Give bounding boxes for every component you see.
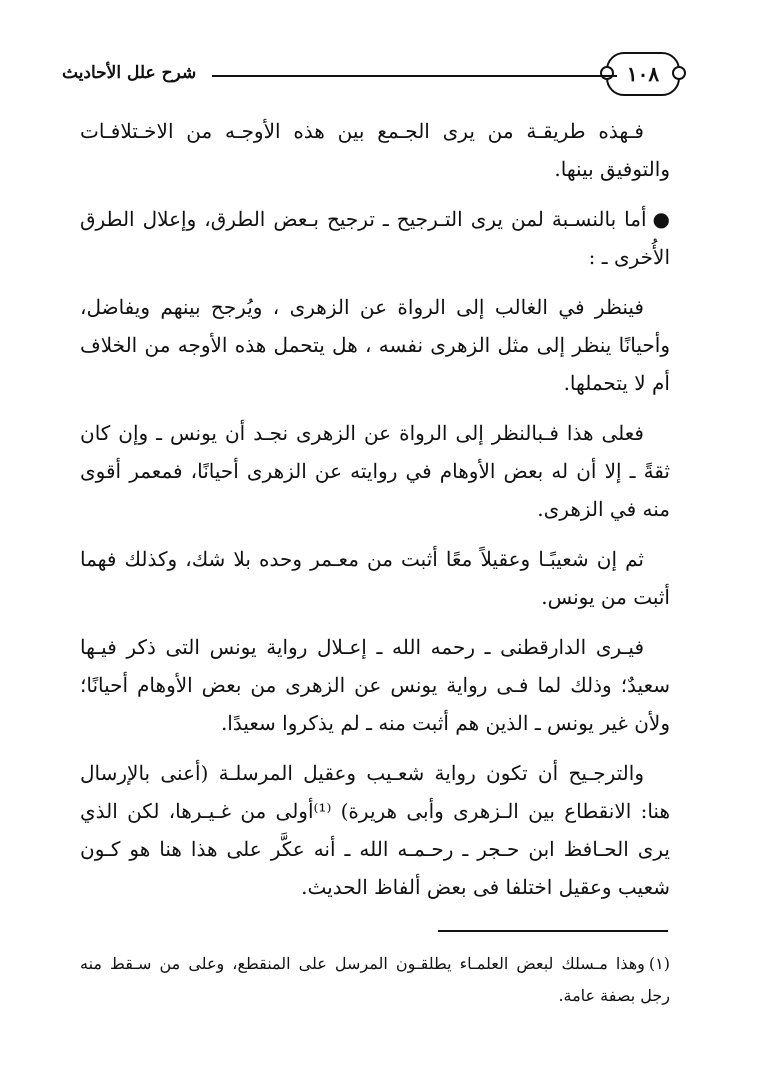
footnote-separator	[438, 930, 668, 932]
running-title: شرح علل الأحاديث	[62, 63, 197, 83]
page-number-frame	[606, 52, 680, 96]
footnote	[80, 948, 670, 1012]
footnote-text: وهذا مـسلك لبعض العلمـاء يطلقـون المرسل على المنقطع، وعلى من سـقط منه رجل بصفة عامة.	[80, 954, 670, 1005]
paragraph: فـهذه طريقـة من يرى الجـمع بين هذه الأوجـه من الاخـتلافـات والتوفيق بينها.	[80, 119, 670, 181]
header-rule	[212, 75, 617, 77]
paragraph: فيـرى الدارقطنى ـ رحمه الله ـ إعـلال رواية يونس التى ذكر فيـها سعيدٌ؛ وذلك لما فـى رواية يونس عن الزهرى من بعض الأوهام أحيانًا؛ ولأن غير يونس ـ الذين هم أثبت منه ـ لم يذكروا سعيدًا.	[80, 635, 670, 735]
page-number: ١٠٨	[626, 62, 660, 86]
paragraph: والترجـيح أن تكون رواية شعـيب وعقيل المرسلـة (أعنى بالإرسال هنا: الانقطاع بين الـزهرى وأبى هريرة) ⁽¹⁾أولى من غـيـرها، لكن الذي يرى الحـافظ ابن حـجر ـ رحـمـه الله ـ أنه عكَّر على هذا هنا هو كـون شعيب وعقيل اختلفا فى بعض ألفاظ الحديث.	[80, 761, 670, 899]
footnote-number: (١)	[648, 954, 670, 973]
page-header	[62, 52, 702, 102]
paragraph-text: أما بالنسـبة لمن يرى التـرجيح ـ ترجيح بـعض الطرق، وإعلال الطرق الأُخرى ـ :	[80, 207, 670, 269]
paragraph: ثم إن شعيبًـا وعقيلاً معًا أثبت من معـمر وحده بلا شك، وكذلك فهما أثبت من يونس.	[80, 547, 670, 609]
bullet-icon: ●	[652, 207, 670, 231]
paragraph: فعلى هذا فـبالنظر إلى الرواة عن الزهرى نجـد أن يونس ـ وإن كان ثقةً ـ إلا أن له بعض الأوهام في روايته عن الزهرى أحيانًا، فمعمر أقوى منه في الزهرى.	[80, 421, 670, 521]
paragraph: فينظر في الغالب إلى الرواة عن الزهرى ، ويُرجح بينهم ويفاضل، وأحيانًا ينظر إلى مثل الزهرى نفسه ، هل يتحمل هذه الأوجه من الخلاف أم لا يتحملها.	[80, 295, 670, 395]
bullet-paragraph	[80, 200, 670, 276]
body-text	[80, 112, 670, 918]
